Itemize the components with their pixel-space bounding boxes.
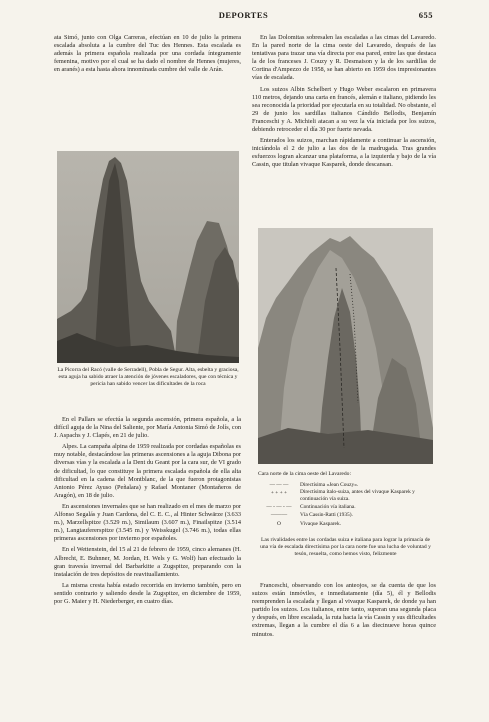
paragraph: En el Wettenstein, del 15 al 21 de febrero de 1959, cinco alemanes (H. Albrecht, E. Buhnner, M. Jordan, H. Wels y G. Wolf) han efectuado la gran travesía invernal del Barbarkitte a Zugspitze, preparando con la instalación de tres depósitos de reavituallamiento.: [54, 546, 241, 578]
legend-row: [258, 503, 433, 511]
legend-marker: O: [277, 520, 281, 527]
legend-text: Vía Cassin-Ratti (1935).: [300, 512, 353, 519]
right-column-top: [252, 34, 436, 170]
photo-picorra-del-raco: [57, 151, 239, 363]
mountain-needle-illustration: [57, 151, 239, 363]
right-photo-caption: Cara norte de la cima oeste del Lavaredo:: [258, 471, 352, 477]
left-column-top: [54, 34, 241, 74]
paragraph: En las Dolomitas sobresalen las escaladas a las cimas del Lavaredo. En la pared norte de la cima oeste del Lavaredo, después de las tentativas para trazar una vía directa por esa pared, entre las que destaca la de los franceses J. Couzy y R. Desmaison y la de los sardillas de Cortina d'Ampezzo de 1958, se han abierto en 1959 dos impresionantes vías de escalada.: [252, 34, 436, 82]
route-legend: [258, 481, 433, 528]
legend-marker: ———: [270, 512, 288, 519]
paragraph: En el Pallars se efectúa la segunda ascensión, primera española, a la difícil aguja de la Nina del Saliente, por María Antonia Simó de Jolís, con J. Aspachs y J. Clapés, en 21 de julio.: [54, 416, 241, 440]
left-photo-caption: La Picorra del Racó (valle de Serradell), Pobla de Segur. Alta, esbelta y graciosa, esta aguja ha sabido atraer la atención de jóvenes escaladores, que con técnica y pericia han sabido vencer las dificultades de la roca: [57, 367, 239, 387]
running-header: [54, 10, 433, 24]
paragraph: Franceschi, observando con los anteojos, se da cuenta de que los suizos están inmóviles, e inmediatamente (día 5), él y Bellodis reemprenden la escalada y llegan al vivaque Kasparek, de donde ya han partido los suizos. Los italianos, entre tanto, superan una segunda placa y después, en libre escalada, la ruta hacia la vía Cassin y sus dificultades extremas, llegan a la cumbre el día 6 a las diecinueve horas quince minutos.: [252, 582, 436, 638]
legend-marker: — - — - —: [266, 504, 292, 511]
legend-text: Vivaque Kasparek.: [300, 520, 341, 527]
page-number: 655: [418, 10, 433, 20]
paragraph: Alpes. La campaña alpina de 1959 realizada por cordadas españolas es muy notable, destacándose las primeras ascensiones a la aguja Dibona por diversas vías y la escalada a la Dent du Geant por la cara sur, de VI grado de dificultad, lo que constituye la primera escalada española de ella alta dificultad en la cadena del Montblanc, de la que fueron protagonistas Antonio Pérez Ayuso (Peñalara) y Rafael Montaner (Montañeros de Aragón), en 18 de julio.: [54, 443, 241, 499]
legend-marker: + + + +: [270, 490, 288, 497]
paragraph: En ascensiones invernales que se han realizado en el mes de marzo por Alfonso Segalás y Juan Cardona, del C. E. C., al Hinter Schwärze (3.633 m.), Marzellspitze (3.529 m.), Similaum (3.607 m.), Finailspitze (3.514 m.), Langtaufererspitze (3.545 m.) y Weisskugel (3.746 m.), todas ellas primeras ascensiones por invierno por españoles.: [54, 502, 241, 543]
section-title: DEPORTES: [218, 10, 269, 20]
left-column-bottom: [54, 416, 241, 606]
legend-row: [258, 481, 433, 489]
paragraph: ata Simó, junto con Olga Carreras, efectúan en 10 de julio la primera escalada absoluta a la cumbre del Tuc des Hennes. Esta escalada es además la primera española realizada por una cordada íntegramente femenina, motivo por el cual se ha dado el nombre de Hennes (mujeres, en aranés) a esta hasta ahora innominada cumbre del valle de Arán.: [54, 34, 241, 74]
rivalry-note: Las rivalidades entre las cordadas suiza e italiana para lograr la primacía de una vía de escalada directísima por la cara norte fue una lucha de voluntad y tesón, resuelta, como hemos visto, felizmente: [260, 537, 431, 557]
legend-text: Directísima «Jean Couzy».: [300, 482, 359, 488]
right-column-bottom: [252, 582, 436, 639]
legend-row: [258, 511, 433, 519]
legend-text: Directísima ítalo-suiza, antes del vivaque Kasparek y continuación vía suiza.: [300, 489, 415, 502]
legend-text: Continuación vía italiana.: [300, 504, 356, 511]
legend-marker: — — —: [269, 482, 289, 488]
photo-lavaredo-north-face: [258, 228, 433, 464]
legend-row: [258, 520, 433, 528]
cliff-face-illustration: [258, 228, 433, 464]
paragraph: Enterados los suizos, marchan rápidamente a continuar la ascensión, iniciándola el 2 de julio a las dos de la madrugada. Tras grandes esfuerzos logran alcanzar una plataforma, a la izquierda y bajo de la vía Cassin, que titulan vivaque Kasparek, donde descansan.: [252, 137, 436, 169]
paragraph: La misma cresta había estado recorrida en invierno también, pero en sentido contrario y saliendo desde la Zugspitze, en diciembre de 1959, por G. Maier y H. Niederberger, en cuatro días.: [54, 581, 241, 605]
paragraph: Los suizos Albin Schelbert y Hugo Weber escalaron en primavera 110 metros, dejando una carta en francés, alemán e italiano, pidiendo les sea reconocida la prioridad por ejecutarla en su totalidad. No obstante, el 29 de junio los sardillas italianos Cándido Bellodis, Benjamín Franceschi y A. Michieli atacan a su vez la vía iniciada por los suizos, debiendo retroceder el día 30 por fuerte nevada.: [252, 85, 436, 134]
legend-row: [258, 489, 433, 503]
